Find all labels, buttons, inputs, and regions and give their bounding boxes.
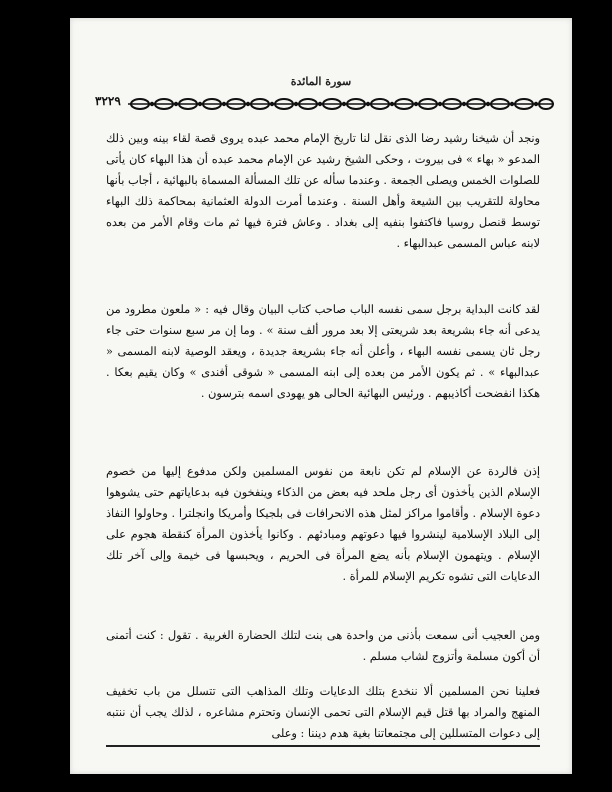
paragraph-3: إذن فالردة عن الإسلام لم تكن نابعة من نفوس المسلمين ولكن مدفوع إليها من خصوم الإسلام الذين يأخذون أى رجل ملحد فيه بعض من الذكاء وينفخون فيه بدعاياتهم حتى يشوهوا دعوة الإسلام . وأقاموا مراكز لمثل هذه الانحرافات فى بلجيكا وأمريكا وانجلترا . وحاولوا النفاذ إلى البلاد الإسلامية لينشروا فيها دعوتهم ومبادئهم . وكانوا يأخذون المرأة كنقطة هجوم على الإسلام . ويتهمون الإسلام بأنه يضع المرأة فى الحريم ، ويحبسها فى خيمة وإلى آخر تلك الدعايات التى تشوه تكريم الإسلام للمرأة . — [106, 465, 540, 584]
bottom-rule — [106, 745, 540, 747]
paragraph-1: ونجد أن شيخنا رشيد رضا الذى نقل لنا تاريخ الإمام محمد عبده يروى قصة لقاء بينه وبين ذلك المدعو « بهاء » فى بيروت ، وحكى الشيخ رشيد عن الإمام محمد عبده أن هذا البهاء كان يأتى للصلوات الخمس ويصلى الجمعة . وعندما سأله عن تلك المسألة المسماة بالبهائية ، أجاب بأنها محاولة للتقريب بين الشيعة وأهل السنة . وعندما أمرت الدولة العثمانية بمحاكمة ذلك البهاء توسط قنصل روسيا فاكتفوا بنفيه إلى بغداد . وعاش فترة فيها ثم مات وقام الأمر من بعده لابنه عباس المسمى عبدالبهاء . — [106, 132, 540, 251]
document-page — [70, 18, 572, 774]
surah-header-title: سورة المائدة — [290, 75, 352, 88]
paragraph-5: فعلينا نحن المسلمين ألا ننخدع بتلك الدعايات وتلك المذاهب التى تتسلل من باب تخفيف المنهج والمراد بها قتل قيم الإسلام التى تحمى الإنسان وتحترم مشاعره ، لذلك يجب أن ننتبه إلى دعوات المتسللين إلى مجتمعاتنا بغية هدم ديننا : وعلى — [106, 685, 540, 741]
paragraph-2: لقد كانت البداية برجل سمى نفسه الباب صاحب كتاب البيان وقال فيه : « ملعون مطرود من يدعى أنه جاء بشريعة بعد شريعتى إلا بعد مرور ألف سنة » . وما إن مر سبع سنوات حتى جاء رجل ثان يسمى نفسه البهاء ، وأعلن أنه جاء بشريعة جديدة ، ويعقد الوصية لابنه المسمى « عبدالبهاء » . ثم يكون الأمر من بعده إلى ابنه المسمى « شوقى أفندى » وكان يقيم بعكا . هكذا انفضحت أكاذيبهم . ورئيس البهائية الحالى هو يهودى اسمه بترسون . — [106, 303, 540, 401]
chain-ornament-border — [88, 96, 554, 112]
paragraph-4: ومن العجيب أنى سمعت بأذنى من واحدة هى بنت لتلك الحضارة الغربية . تقول : كنت أتمنى أن أكون مسلمة وأتزوج لشاب مسلم . — [106, 629, 540, 664]
page-number: ٣٢٢٩ — [92, 94, 124, 108]
